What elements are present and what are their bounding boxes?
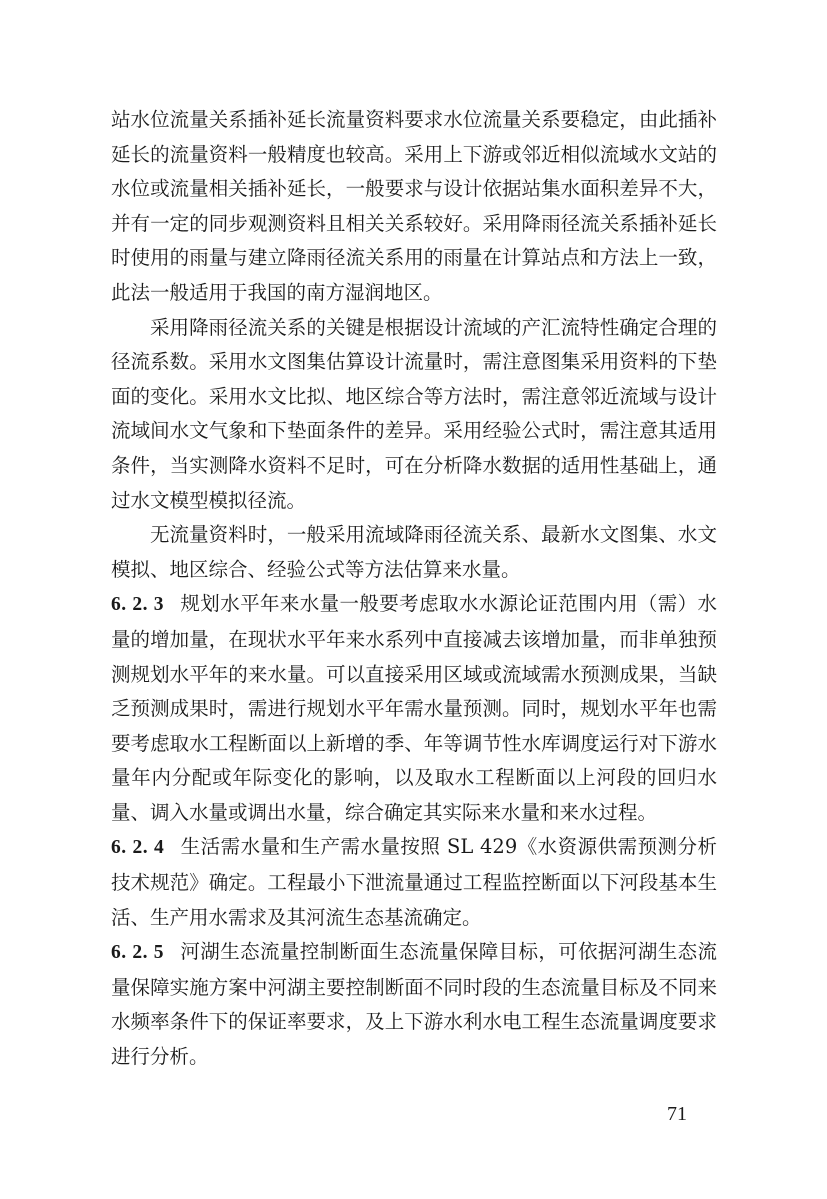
page-number: 71 <box>667 1103 687 1125</box>
page-body <box>111 103 717 1075</box>
clause-text: 生活需水量和生产需水量按照 SL 429《水资源供需预测分析技术规范》确定。工程最小下泄流量通过工程监控断面以下河段基本生活、生产用水需求及其河流生态基流确定。 <box>111 835 717 929</box>
paragraph-continued: 站水位流量关系插补延长流量资料要求水位流量关系要稳定，由此插补延长的流量资料一般精度也较高。采用上下游或邻近相似流域水文站的水位或流量相关插补延长，一般要求与设计依据站集水面积差异不大，并有一定的同步观测资料且相关关系较好。采用降雨径流关系插补延长时使用的雨量与建立降雨径流关系用的雨量在计算站点和方法上一致，此法一般适用于我国的南方湿润地区。 <box>111 108 717 304</box>
paragraph-no-flow-data: 无流量资料时，一般采用流域降雨径流关系、最新水文图集、水文模拟、地区综合、经验公式等方法估算来水量。 <box>111 523 717 581</box>
clause-text: 规划水平年来水量一般要考虑取水水源论证范围内用（需）水量的增加量，在现状水平年来水系列中直接减去该增加量，而非单独预测规划水平年的来水量。可以直接采用区域或流域需水预测成果，当缺乏预测成果时，需进行规划水平年需水量预测。同时，规划水平年也需要考虑取水工程断面以上新增的季、年等调节性水库调度运行对下游水量年内分配或年际变化的影响，以及取水工程断面以上河段的回归水量、调入水量或调出水量，综合确定其实际来水量和来水过程。 <box>111 592 717 824</box>
clause-number: 6. 2. 4 <box>111 837 165 859</box>
clause-6-2-5 <box>111 935 717 1074</box>
clause-number: 6. 2. 5 <box>111 942 165 964</box>
clause-6-2-3 <box>111 587 717 830</box>
paragraph-runoff-coefficient: 采用降雨径流关系的关键是根据设计流域的产汇流特性确定合理的径流系数。采用水文图集估算设计流量时，需注意图集采用资料的下垫面的变化。采用水文比拟、地区综合等方法时，需注意邻近流域与设计流域间水文气象和下垫面条件的差异。采用经验公式时，需注意其适用条件，当实测降水资料不足时，可在分析降水数据的适用性基础上，通过水文模型模拟径流。 <box>111 315 717 512</box>
clause-text: 河湖生态流量控制断面生态流量保障目标，可依据河湖生态流量保障实施方案中河湖主要控制断面不同时段的生态流量目标及不同来水频率条件下的保证率要求，及上下游水利水电工程生态流量调度要求进行分析。 <box>111 940 717 1069</box>
clause-6-2-4 <box>111 830 717 935</box>
clause-number: 6. 2. 3 <box>111 594 165 616</box>
